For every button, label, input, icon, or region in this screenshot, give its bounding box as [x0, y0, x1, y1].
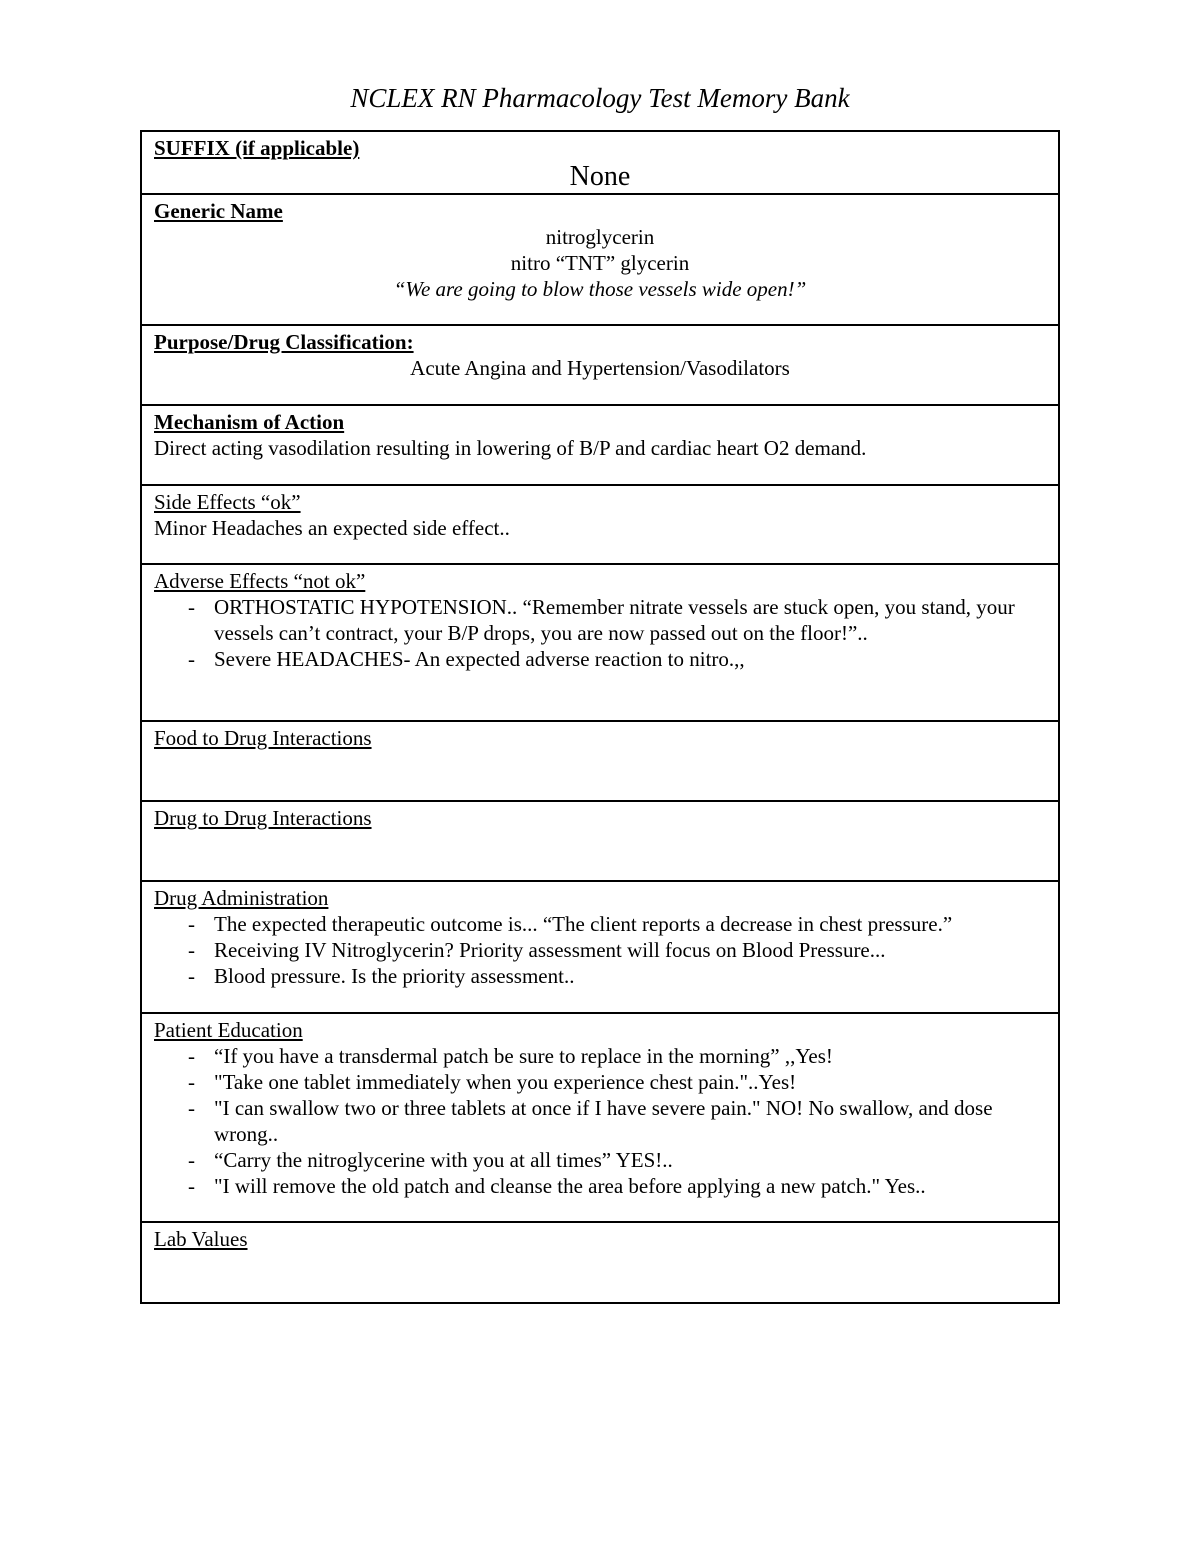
education-item: - "I will remove the old patch and cleanse the area before applying a new patch." Yes..	[214, 1173, 1046, 1199]
purpose-row	[142, 326, 1058, 406]
adverse-effect-item: - ORTHOSTATIC HYPOTENSION.. “Remember nitrate vessels are stuck open, you stand, your vessels can’t contract, your B/P drops, you are now passed out on the floor!”..	[214, 594, 1046, 646]
adverse-effect-item: - Severe HEADACHES- An expected adverse reaction to nitro.,,	[214, 646, 1046, 672]
administration-item: - Blood pressure. Is the priority assessment..	[214, 963, 1046, 989]
administration-item: - Receiving IV Nitroglycerin? Priority assessment will focus on Blood Pressure...	[214, 937, 1046, 963]
generic-name-label: Generic Name	[154, 199, 283, 223]
suffix-row	[142, 132, 1058, 195]
generic-name-quote: “We are going to blow those vessels wide open!”	[393, 277, 807, 301]
administration-item: - The expected therapeutic outcome is... “The client reports a decrease in chest pressure.”	[214, 911, 1046, 937]
generic-name-row	[142, 195, 1058, 326]
side-effects-value: Minor Headaches an expected side effect..	[154, 516, 510, 540]
administration-row	[142, 882, 1058, 1014]
administration-label: Drug Administration	[154, 886, 329, 910]
drug-memory-table	[140, 130, 1060, 1304]
education-item: - "I can swallow two or three tablets at once if I have severe pain." NO! No swallow, and dose wrong..	[214, 1095, 1046, 1147]
patient-education-label: Patient Education	[154, 1018, 303, 1042]
purpose-label: Purpose/Drug Classification:	[154, 330, 414, 354]
generic-name-value: nitroglycerin	[545, 225, 655, 249]
drug-interactions-label: Drug to Drug Interactions	[154, 806, 372, 830]
patient-education-list	[154, 1043, 1046, 1199]
page-title: NCLEX RN Pharmacology Test Memory Bank	[350, 83, 850, 113]
patient-education-row	[142, 1014, 1058, 1223]
lab-values-label: Lab Values	[154, 1227, 248, 1251]
adverse-effects-row	[142, 565, 1058, 722]
suffix-label: SUFFIX (if applicable)	[154, 136, 360, 160]
side-effects-label: Side Effects “ok”	[154, 490, 301, 514]
generic-name-mnemonic: nitro “TNT” glycerin	[510, 251, 690, 275]
education-item: - “If you have a transdermal patch be sure to replace in the morning” ,,Yes!	[214, 1043, 1046, 1069]
drug-interactions-row	[142, 802, 1058, 882]
suffix-value: None	[569, 161, 631, 192]
lab-values-row	[142, 1223, 1058, 1302]
side-effects-row	[142, 486, 1058, 565]
mechanism-value: Direct acting vasodilation resulting in lowering of B/P and cardiac heart O2 demand.	[154, 436, 867, 460]
food-interactions-label: Food to Drug Interactions	[154, 726, 372, 750]
adverse-effects-label: Adverse Effects “not ok”	[154, 569, 366, 593]
administration-list	[154, 911, 1046, 989]
purpose-value: Acute Angina and Hypertension/Vasodilators	[410, 356, 790, 380]
mechanism-row	[142, 406, 1058, 486]
food-interactions-row	[142, 722, 1058, 802]
adverse-effects-list	[154, 594, 1046, 672]
education-item: - "Take one tablet immediately when you experience chest pain."..Yes!	[214, 1069, 1046, 1095]
education-item: - “Carry the nitroglycerine with you at all times” YES!..	[214, 1147, 1046, 1173]
mechanism-label: Mechanism of Action	[154, 410, 345, 434]
